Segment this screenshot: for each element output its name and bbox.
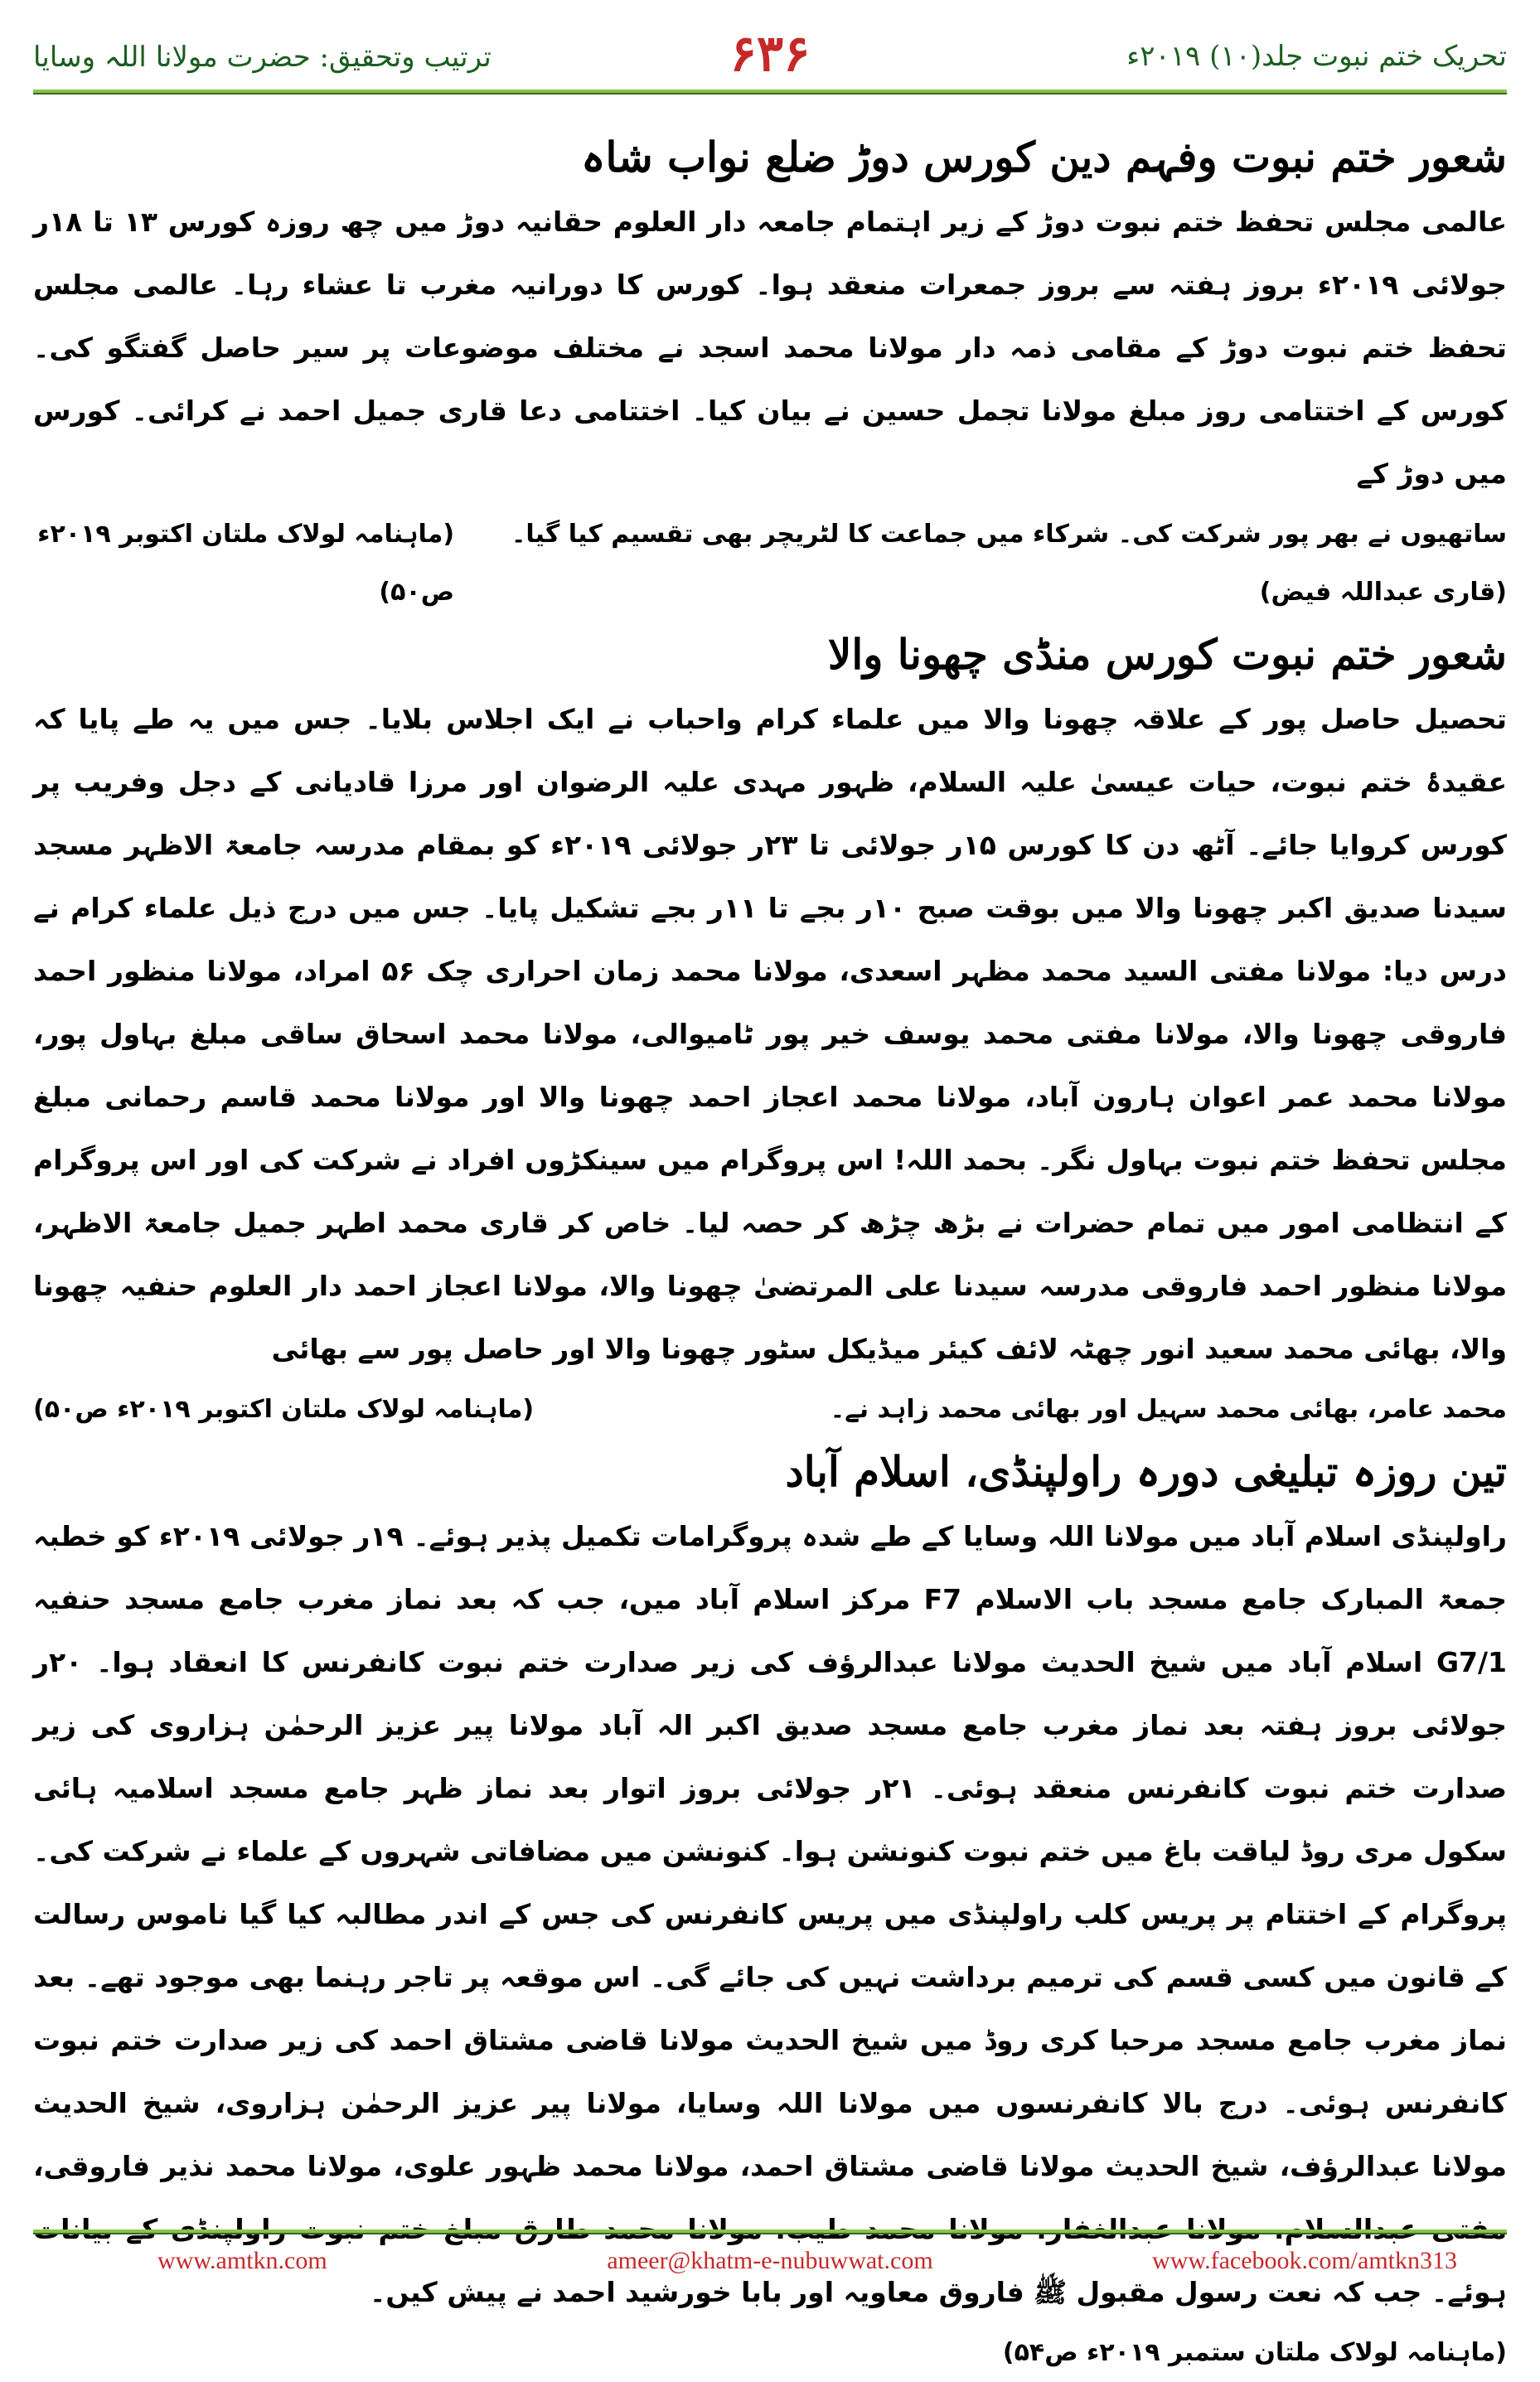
header-divider	[33, 90, 1507, 94]
closing-text: محمد عامر، بھائی محمد سہیل اور بھائی محمد زاہد نے۔	[830, 1395, 1507, 1424]
website-link[interactable]: www.amtkn.com	[157, 2247, 327, 2274]
article-nawabshah	[33, 124, 1507, 622]
article-closing-line	[33, 506, 1507, 622]
compiler-credit: ترتیب وتحقیق: حضرت مولانا اللہ وسایا	[33, 41, 492, 74]
book-title: تحریک ختم نبوت جلد(۱۰) ۲۰۱۹ء	[1126, 40, 1507, 73]
footer-divider	[33, 2229, 1507, 2234]
article-chhonawala	[33, 622, 1507, 1439]
source-citation: (ماہنامہ لولاک ملتان ستمبر ۲۰۱۹ء ص۵۴)	[1002, 2338, 1507, 2367]
source-citation: (ماہنامہ لولاک ملتان اکتوبر ۲۰۱۹ء ص۵۰)	[37, 520, 455, 607]
article-heading: شعور ختم نبوت وفہم دین کورس دوڑ ضلع نواب شاہ	[581, 133, 1507, 182]
page-header	[33, 25, 1507, 83]
article-rawalpindi	[33, 1439, 1507, 2382]
email-link[interactable]: ameer@khatm-e-nubuwwat.com	[607, 2247, 933, 2274]
article-closing-line	[33, 1381, 1507, 1439]
article-heading: شعور ختم نبوت کورس منڈی چھونا والا	[827, 630, 1507, 679]
article-body: راولپنڈی اسلام آباد میں مولانا اللہ وسایا کے طے شدہ پروگرامات تکمیل پذیر ہوئے۔ ۱۹ر جولائی ۲۰۱۹ء کو خطبہ جمعۃ المبارک جامع مسجد باب الاسلام F7 مرکز اسلام آباد میں، جب کہ بعد نماز مغرب جامع مسجد حنفیہ G7/1 اسلام آباد میں شیخ الحدیث مولانا عبدالرؤف کی زیر صدارت ختم نبوت کانفرنس کا انعقاد ہوا۔ ۲۰ر جولائی بروز ہفتہ بعد نماز مغرب جامع مسجد صدیق اکبر الہ آباد مولانا پیر عزیز الرحمٰن ہزاروی کی زیر صدارت ختم نبوت کانفرنس منعقد ہوئی۔ ۲۱ر جولائی بروز اتوار بعد نماز ظہر جامع مسجد اسلامیہ ہائی سکول مری روڈ لیاقت باغ میں ختم نبوت کنونشن ہوا۔ کنونشن میں مضافاتی شہروں کے علماء نے شرکت کی۔ پروگرام کے اختتام پر پریس کلب راولپنڈی میں پریس کانفرنس کی جس کے اندر مطالبہ کیا گیا ناموس رسالت کے قانون میں کسی قسم کی ترمیم برداشت نہیں کی جائے گی۔ اس موقعہ پر تاجر رہنما بھی موجود تھے۔ بعد نماز مغرب جامع مسجد مرحبا کری روڈ میں شیخ الحدیث مولانا قاضی مشتاق احمد کی زیر صدارت ختم نبوت کانفرنس ہوئی۔ درج بالا کانفرنسوں میں مولانا اللہ وسایا، مولانا پیر عزیز الرحمٰن ہزاروی، شیخ الحدیث مولانا عبدالرؤف، شیخ الحدیث مولانا قاضی مشتاق احمد، مولانا محمد ظہور علوی، مولانا محمد نذیر فاروقی، ہوئے۔ جب کہ نعت رسول مقبول ﷺ فاروق معاویہ اور بابا خورشید احمد نے پیش کیں۔	[33, 1520, 1507, 2308]
article-body: عالمی مجلس تحفظ ختم نبوت دوڑ کے زیر اہتمام جامعہ دار العلوم حقانیہ دوڑ میں چھ روزہ کورس ۱۳ تا ۱۸ر جولائی ۲۰۱۹ء بروز ہفتہ سے بروز جمعرات منعقد ہوا۔ کورس کا دورانیہ مغرب تا عشاء رہا۔ عالمی مجلس تحفظ ختم نبوت دوڑ کے مقامی ذمہ دار مولانا محمد اسجد نے مختلف موضوعات پر سیر حاصل گفتگو کی۔ کورس کے اختتامی روز مبلغ مولانا تجمل حسین نے بیان کیا۔ اختتامی دعا قاری جمیل احمد نے کرائی۔ کورس میں دوڑ کے	[33, 206, 1508, 490]
page-footer	[33, 2242, 1507, 2283]
article-heading: تین روزہ تبلیغی دورہ راولپنڈی، اسلام آباد	[785, 1447, 1507, 1496]
source-citation: (ماہنامہ لولاک ملتان اکتوبر ۲۰۱۹ء ص۵۰)	[33, 1395, 535, 1424]
article-body: تحصیل حاصل پور کے علاقہ چھونا والا میں علماء کرام واحباب نے ایک اجلاس بلایا۔ جس میں یہ طے پایا کہ عقیدۂ ختم نبوت، حیات عیسیٰ علیہ السلام، ظہور مہدی علیہ الرضوان اور مرزا قادیانی کے دجل وفریب پر کورس کروایا جائے۔ آٹھ دن کا کورس ۱۵ر جولائی تا ۲۳ر جولائی ۲۰۱۹ء کو بمقام مدرسہ جامعۃ الاظہر مسجد سیدنا صدیق اکبر چھونا والا میں بوقت صبح ۱۰ر بجے تا ۱۱ر بجے تشکیل پایا۔ جس میں درج ذیل علماء کرام نے درس دیا: مولانا مفتی السید محمد مظہر اسعدی، مولانا محمد زمان احراری چک ۵۶ امراد، مولانا منظور احمد فاروقی چھونا والا، مولانا مفتی محمد یوسف خیر پور ٹامیوالی، مولانا محمد اسحاق ساقی مبلغ بہاول پور، مولانا محمد عمر اعوان ہارون آباد، مولانا محمد اعجاز احمد چھونا والا اور مولانا محمد قاسم رحمانی مبلغ مجلس تحفظ ختم نبوت بہاول نگر۔ بحمد اللہ! اس پروگرام میں سینکڑوں افراد نے شرکت کی اور اس پروگرام کے انتظامی امور میں تمام حضرات نے بڑھ چڑھ کر حصہ لیا۔ خاص کر قاری محمد اطہر جمیل جامعۃ الاظہر، مولانا منظور احمد فاروقی مدرسہ سیدنا علی المرتضیٰ چھونا والا، مولانا اعجاز احمد دار العلوم حنفیہ چھونا والا، بھائی محمد سعید انور چھٹہ لائف کیئر میڈیکل سٹور چھونا والا اور حاصل پور سے بھائی	[33, 703, 1508, 1365]
closing-text: ساتھیوں نے بھر پور شرکت کی۔ شرکاء میں جماعت کا لٹریچر بھی تقسیم کیا گیا۔ (قاری عبداللہ فیض)	[511, 520, 1507, 607]
page-number: ۶۳۶	[729, 25, 811, 83]
page-content	[33, 124, 1507, 2382]
facebook-link[interactable]: www.facebook.com/amtkn313	[1152, 2247, 1457, 2274]
